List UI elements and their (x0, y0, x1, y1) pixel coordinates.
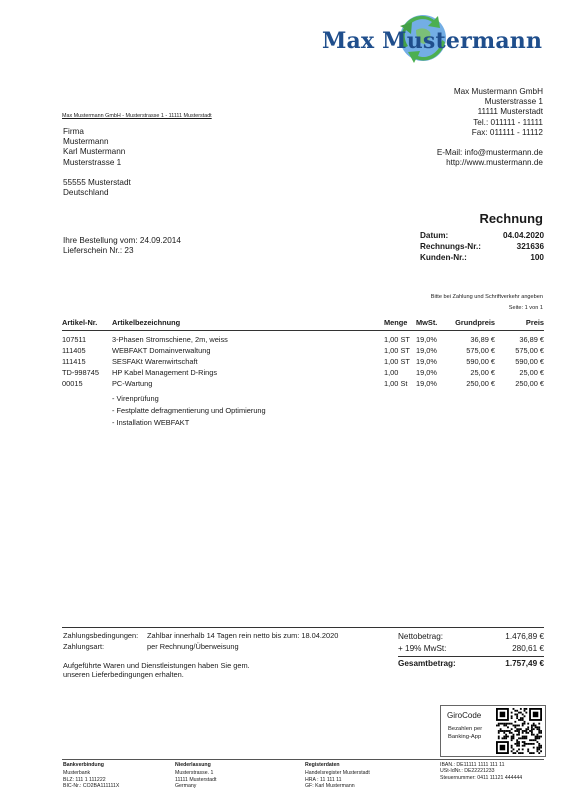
totals-divider (398, 656, 544, 657)
register-title: Registerdaten (305, 762, 340, 768)
reference-note: Bitte bei Zahlung und Schriftverkehr angeben (430, 294, 543, 300)
vat-value: 280,61 € (512, 644, 544, 653)
cell-qty: 1,00 St (384, 379, 408, 388)
qr-code-icon (496, 708, 542, 754)
girocode-line-1: Bezahlen per (448, 726, 483, 732)
col-unit: Grundpreis (455, 318, 495, 327)
iban: IBAN.: DE11111 1111 111 11 (440, 762, 505, 768)
company-logo (318, 14, 558, 66)
cell-art: 107511 (62, 335, 87, 344)
cell-unit: 575,00 € (466, 346, 495, 355)
invoice-number-value: 321636 (516, 242, 544, 251)
items-table (62, 318, 544, 427)
cell-art: TD-998745 (62, 368, 99, 377)
payment-terms (63, 631, 383, 679)
cell-vat: 19,0% (416, 335, 437, 344)
table-row (62, 368, 544, 379)
net-label: Nettobetrag: (398, 632, 444, 641)
branch-line: Germany (175, 782, 197, 789)
cell-price: 250,00 € (515, 379, 544, 388)
table-header (62, 318, 544, 330)
cell-qty: 1,00 ST (384, 335, 410, 344)
col-art: Artikel-Nr. (62, 318, 98, 327)
recipient-address (63, 127, 131, 198)
col-qty: Menge (384, 318, 408, 327)
delivery-note: Lieferschein Nr.: 23 (63, 246, 134, 256)
customer-number-value: 100 (530, 253, 544, 262)
girocode-title: GiroCode (447, 711, 482, 720)
cell-qty: 1,00 ST (384, 346, 410, 355)
footer-bank (63, 762, 119, 789)
customer-number-label: Kunden-Nr.: (420, 253, 467, 262)
cell-vat: 19,0% (416, 379, 437, 388)
cell-vat: 19,0% (416, 368, 437, 377)
sub-item: - Virenprüfung (112, 394, 159, 403)
cell-art: 111415 (62, 357, 86, 366)
footer-branch (175, 762, 216, 789)
cell-price: 575,00 € (515, 346, 544, 355)
cell-vat: 19,0% (416, 346, 437, 355)
page-indicator: Seite: 1 von 1 (508, 305, 543, 311)
cell-price: 25,00 € (519, 368, 544, 377)
order-date: Ihre Bestellung vom: 24.09.2014 (63, 236, 181, 245)
table-row (62, 357, 544, 368)
company-fax: Fax: 011111 - 11112 (471, 127, 543, 137)
cell-unit: 25,00 € (470, 368, 495, 377)
bank-line: Musterbank (63, 770, 91, 777)
col-desc: Artikelbezeichnung (112, 318, 181, 327)
totals (398, 632, 544, 671)
bank-line: BLZ: 111 1 111222 (63, 776, 106, 783)
footer-ids (440, 762, 522, 781)
cell-unit: 36,89 € (470, 335, 495, 344)
table-row (62, 335, 544, 346)
recipient-line: Karl Mustermann (63, 147, 126, 157)
gross-value: 1.757,49 € (505, 659, 544, 668)
method-value: per Rechnung/Überweisung (147, 642, 239, 651)
cell-unit: 590,00 € (466, 357, 495, 366)
cell-desc: WEBFAKT Domainverwaltung (112, 346, 211, 355)
payment-value: Zahlbar innerhalb 14 Tagen rein netto bis zum: 18.04.2020 (147, 631, 339, 640)
table-row (62, 346, 544, 357)
cell-unit: 250,00 € (466, 379, 495, 388)
date-value: 04.04.2020 (503, 231, 544, 240)
sender-line: Max Mustermann GmbH - Musterstrasse 1 - 11111 Musterstadt (62, 113, 212, 119)
girocode-box (440, 705, 546, 757)
method-label: Zahlungsart: (63, 642, 105, 651)
table-row (62, 379, 544, 390)
ownership-note-2: unseren Lieferbedingungen erhalten. (63, 670, 184, 679)
cell-qty: 1,00 ST (384, 357, 410, 366)
company-email[interactable]: E-Mail: info@mustermann.de (436, 148, 543, 157)
table-header-divider (62, 330, 544, 331)
payment-label: Zahlungsbedingungen: (63, 631, 139, 640)
company-web[interactable]: http://www.mustermann.de (446, 158, 543, 168)
sub-item: - Festplatte defragmentierung und Optimierung (112, 406, 266, 415)
girocode-line-2: Banking-App (448, 734, 482, 740)
ownership-note-1: Aufgeführte Waren und Dienstleistungen haben Sie gem. (63, 661, 250, 670)
cell-art: 111405 (62, 346, 86, 355)
invoice-meta (420, 231, 544, 264)
tax-number: Steuernummer: 0411 11121 444444 (440, 774, 523, 781)
company-name: Max Mustermann GmbH (453, 87, 543, 96)
footer-divider (62, 759, 544, 760)
terms-divider (62, 627, 544, 628)
invoice-number-label: Rechnungs-Nr.: (420, 242, 481, 251)
sub-item: - Installation WEBFAKT (112, 418, 190, 427)
logo-text: Max Mustermann (322, 28, 543, 54)
vat-label: + 19% MwSt: (398, 644, 447, 653)
cell-art: 00015 (62, 379, 83, 388)
recipient-line: Mustermann (63, 137, 109, 147)
footer-register (305, 762, 370, 789)
recipient-line: Deutschland (63, 188, 109, 198)
cell-desc: PC-Wartung (112, 379, 153, 388)
cell-qty: 1,00 (384, 368, 399, 377)
bank-title: Bankverbindung (63, 762, 104, 768)
recipient-line: Musterstrasse 1 (63, 157, 122, 167)
cell-desc: 3-Phasen Stromschiene, 2m, weiss (112, 335, 228, 344)
order-info (63, 236, 181, 256)
register-line: GF: Karl Mustermann (305, 782, 355, 789)
gross-label: Gesamtbetrag: (398, 659, 456, 668)
register-line: HRA : 11 111 11 (305, 776, 342, 783)
cell-price: 590,00 € (515, 357, 544, 366)
recipient-line: Firma (63, 127, 84, 136)
net-value: 1.476,89 € (505, 632, 544, 641)
recipient-line: 55555 Musterstadt (63, 177, 131, 187)
cell-vat: 19,0% (416, 357, 437, 366)
company-city: 11111 Musterstadt (477, 107, 543, 117)
branch-title: Niederlassung (175, 762, 211, 768)
company-address (343, 87, 543, 138)
invoice-title: Rechnung (479, 211, 543, 226)
company-tel: Tel.: 011111 - 11111 (473, 117, 543, 127)
vat-id: USt-IdNr.: DE22221233 (440, 768, 495, 775)
branch-line: 11111 Musterstadt (175, 776, 217, 783)
register-line: Handelsregister Musterstadt (305, 770, 370, 777)
col-vat: MwSt. (416, 318, 438, 327)
cell-desc: HP Kabel Management D-Rings (112, 368, 218, 377)
date-label: Datum: (420, 231, 449, 240)
branch-line: Musterstrasse. 1 (175, 770, 214, 777)
bank-line: BIC-Nr.: CO2BA111111X (63, 782, 120, 789)
company-street: Musterstrasse 1 (484, 97, 543, 107)
cell-desc: SESFAKt Warenwirtschaft (112, 357, 198, 366)
cell-price: 36,89 € (519, 335, 544, 344)
col-price: Preis (525, 318, 544, 327)
company-contact (343, 148, 543, 168)
